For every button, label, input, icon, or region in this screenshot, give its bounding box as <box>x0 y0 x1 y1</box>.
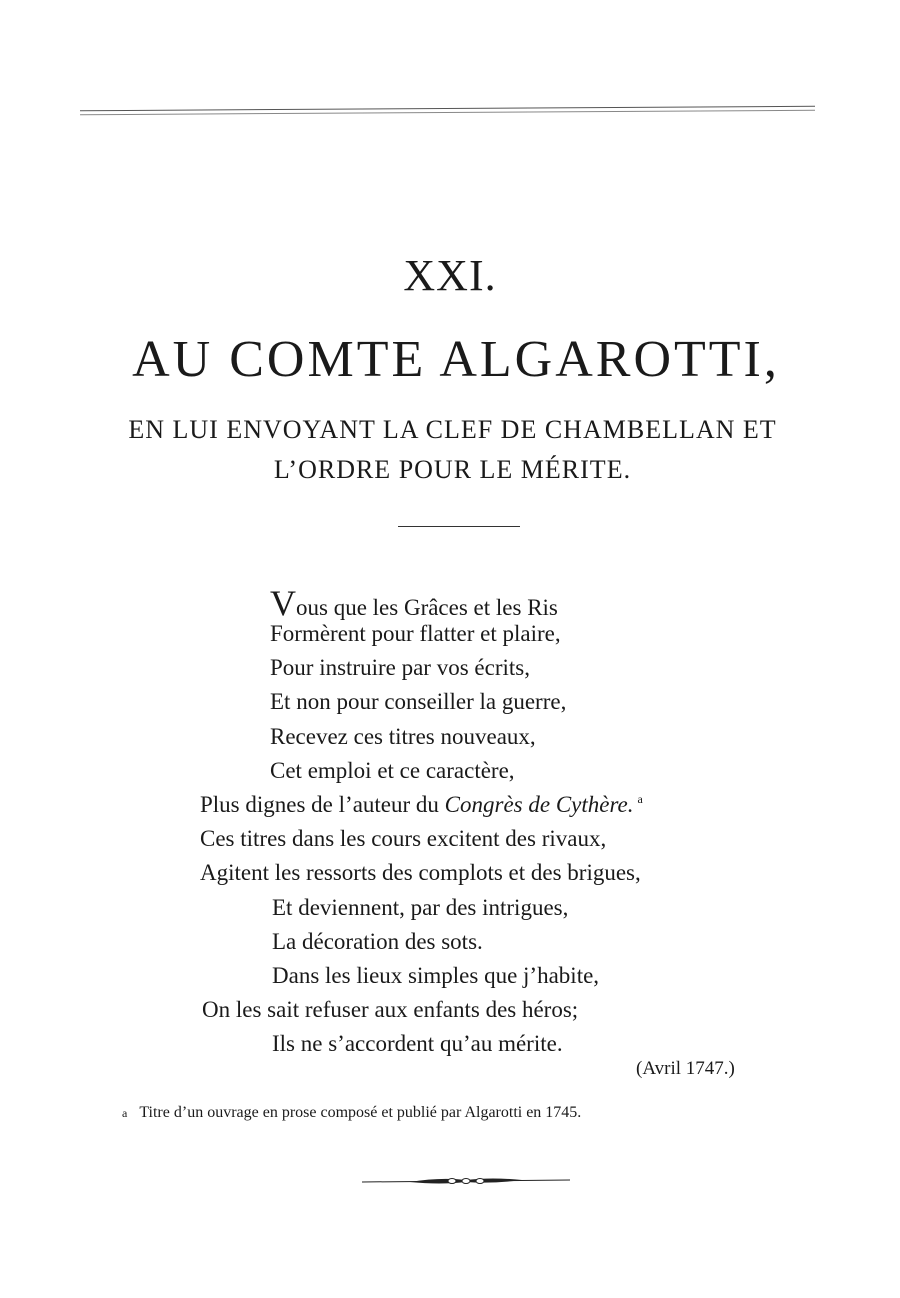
verse-line-7 <box>200 792 643 818</box>
verse-line-1 <box>270 585 558 621</box>
title-divider <box>398 526 520 527</box>
verse-line-1-text: ous que les Grâces et les Ris <box>296 595 558 620</box>
footnote-text: Titre d’un ouvrage en prose composé et publié par Algarotti en 1745. <box>139 1104 582 1121</box>
verse-line-3: Pour instruire par vos écrits, <box>270 655 530 680</box>
verse-line-7-text: Plus dignes de l’auteur du <box>200 792 445 817</box>
verse-line-4: Et non pour conseiller la guerre, <box>270 689 567 714</box>
footnote-mark: a <box>122 1106 128 1120</box>
poem-date: (Avril 1747.) <box>636 1058 735 1079</box>
subtitle-line-1: EN LUI ENVOYANT LA CLEF DE CHAMBELLAN ET <box>128 415 777 444</box>
poem-number: XXI. <box>403 251 497 300</box>
verse-line-8: Ces titres dans les cours excitent des rivaux, <box>200 826 607 851</box>
book-title: Congrès de Cythère. <box>444 792 634 817</box>
drop-initial: V <box>270 583 296 623</box>
verse-line-12: Dans les lieux simples que j’habite, <box>272 963 600 988</box>
subtitle-line-2: L’ORDRE POUR LE MÉRITE. <box>273 455 632 484</box>
verse-line-9: Agitent les ressorts des complots et des brigues, <box>200 860 641 885</box>
poem-subtitle <box>80 410 825 490</box>
verse-line-5: Recevez ces titres nouveaux, <box>270 724 536 749</box>
verse-line-14: Ils ne s’accordent qu’au mérite. <box>272 1031 563 1056</box>
verse-line-13: On les sait refuser aux enfants des héros; <box>202 997 579 1022</box>
footnote-reference: a <box>637 792 643 806</box>
tailpiece-ornament-icon <box>360 1172 572 1190</box>
verse-line-2: Formèrent pour flatter et plaire, <box>270 621 561 646</box>
top-double-rule <box>80 106 815 111</box>
verse-line-6: Cet emploi et ce caractère, <box>270 758 515 783</box>
footnote <box>122 1104 581 1122</box>
verse-line-11: La décoration des sots. <box>272 929 483 954</box>
verse-line-10: Et deviennent, par des intrigues, <box>272 895 569 920</box>
poem-title: AU COMTE ALGAROTTI, <box>132 331 780 388</box>
